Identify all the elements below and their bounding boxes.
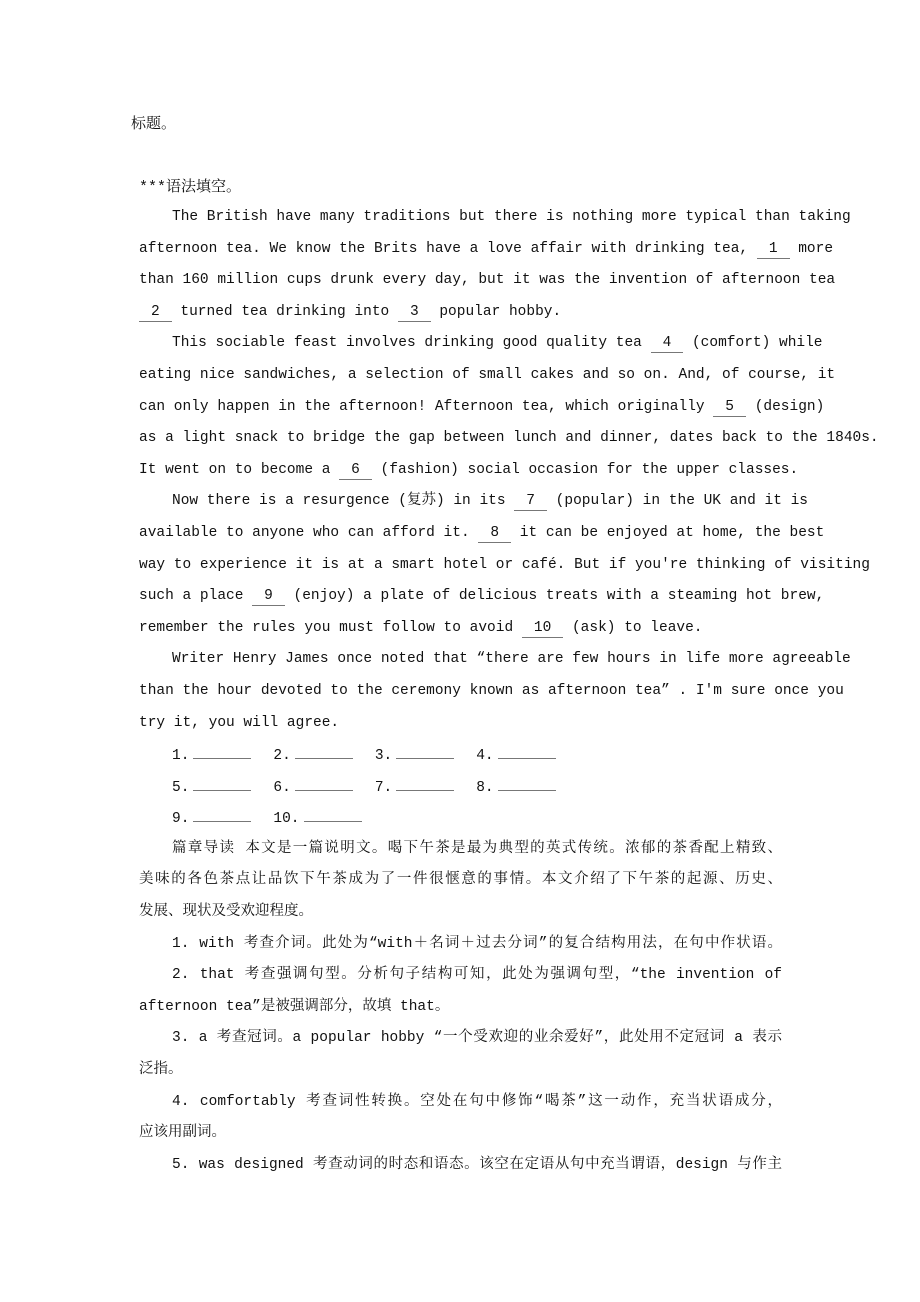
text-run: 泛指。 [139,1062,183,1079]
text-run: Now there is a resurgence (复苏) in its [172,493,515,510]
text-run: The British have many traditions but there is nothing more typical than taking [172,209,851,225]
blank-4: 4 [651,334,684,353]
passage-line [139,521,825,553]
answer-blank [476,774,555,800]
blank-8: 8 [478,524,511,543]
text-run: 3. a 考查冠词。a popular hobby “一个受欢迎的业余爱好”，此处用不定冠词 a 表示 [172,1030,782,1047]
answer-number: 9. [172,811,190,828]
text-run: 发展、现状及受欢迎程度。 [139,904,313,921]
answer-underline [295,774,353,791]
text-run: 美味的各色茶点让品饮下午茶成为了一件很惬意的事情。本文介绍了下午茶的起源、历史、 [139,872,782,889]
text-run: 4. comfortably 考查词性转换。空处在句中修饰“喝茶”这一动作，充当状语成分， [172,1093,782,1110]
explanation-line [139,1090,782,1122]
answer-blank [172,742,251,768]
text-run: 应该用副词。 [139,1125,226,1142]
answer-underline [304,805,362,822]
text-run: remember the rules you must follow to avoid [139,619,522,636]
explanation-line [139,1153,782,1185]
text-run: (design) [746,398,825,415]
previous-title-tail: 标题。 [131,116,177,133]
blank-9: 9 [252,587,285,606]
text-run: popular hobby. [430,303,562,320]
answer-underline [498,742,556,759]
answer-number: 2. [273,748,291,765]
explanation-line [139,868,782,900]
blank-3: 3 [398,303,431,322]
answer-number: 5. [172,779,190,796]
answer-explanation [139,837,782,1185]
text-run: turned tea drinking into [171,303,398,320]
explanation-line [139,1058,782,1090]
blank-5: 5 [713,398,746,417]
text-run: It went on to become a [139,461,340,478]
text-run: afternoon tea”是被强调部分，故填 that。 [139,998,450,1015]
blank-1: 1 [757,240,790,259]
text-run: 1. with 考查介词。此处为“with＋名词＋过去分词”的复合结构用法，在句中作状语。 [172,935,782,952]
passage-line [139,363,836,395]
text-run: (fashion) social occasion for the upper classes. [371,461,799,478]
passage-line [139,679,844,711]
text-run: 篇章导读 本文是一篇说明文。喝下午茶是最为典型的英式传统。浓郁的茶香配上精致、 [172,840,782,857]
text-run: way to experience it is at a smart hotel or café. But if you're thinking of visiting [139,556,870,573]
answer-blank [273,805,361,831]
explanation-line [139,1026,782,1058]
passage-line [139,711,782,743]
answer-blank [273,742,352,768]
text-run: (comfort) while [683,335,823,352]
answer-underline [193,774,251,791]
text-run: 2. that 考查强调句型。分析句子结构可知，此处为强调句型，“the invention of [172,967,782,984]
document-body [139,205,879,1184]
answer-row [139,774,782,806]
explanation-line [139,995,782,1027]
passage-line [139,300,782,332]
passage-line [139,647,851,679]
explanation-line [139,1121,782,1153]
answer-underline [193,742,251,759]
passage-line [139,553,870,585]
passage-line [139,616,782,648]
answer-number: 8. [476,779,494,796]
passage-line [139,268,836,300]
text-run: 5. was designed 考查动词的时态和语态。该空在定语从句中充当谓语，design 与作主 [172,1156,782,1173]
text-run: Writer Henry James once noted that “there are few hours in life more agreeable [172,651,851,668]
cloze-passage [139,205,879,742]
answer-number: 6. [273,779,291,796]
text-run: such a place [139,588,253,605]
answer-number: 1. [172,748,190,765]
text-run: (popular) in the UK and it is [546,493,809,510]
answer-underline [498,774,556,791]
text-run: afternoon tea. We know the Brits have a love affair with drinking tea, [139,240,757,257]
answer-blank [172,805,251,831]
answer-row [139,805,782,837]
text-run: more [789,240,834,257]
blank-2: 2 [139,303,172,322]
text-run: it can be enjoyed at home, the best [511,524,825,541]
answer-underline [396,774,454,791]
answer-number: 10. [273,811,300,828]
blank-7: 7 [514,492,547,511]
text-run: can only happen in the afternoon! Afternoon tea, which originally [139,398,714,415]
answer-blank [375,742,454,768]
explanation-line [139,837,782,869]
answer-sheet [139,742,782,837]
passage-line [139,205,851,237]
text-run: (enjoy) a plate of delicious treats with a steaming hot brew, [284,588,825,605]
explanation-line [139,900,782,932]
blank-6: 6 [339,461,372,480]
answer-underline [396,742,454,759]
explanation-line [139,963,782,995]
text-run: as a light snack to bridge the gap between lunch and dinner, dates back to the 1840s. [139,430,879,447]
text-run: than the hour devoted to the ceremony known as afternoon tea” . I'm sure once you [139,682,844,699]
answer-number: 3. [374,748,393,765]
answer-blank [476,742,555,768]
passage-line [139,584,825,616]
text-run: available to anyone who can afford it. [139,524,479,541]
explanation-line [139,932,782,964]
answer-underline [295,742,353,759]
passage-line [139,237,834,269]
passage-line [139,395,825,427]
text-run: try it, you will agree. [139,714,340,731]
section-title: ***语法填空。 [139,179,242,196]
answer-blank [273,774,352,800]
passage-line [139,426,879,458]
answer-blank [172,774,251,800]
answer-blank [375,774,454,800]
blank-10: 10 [522,619,563,638]
passage-line [139,489,809,521]
answer-underline [193,805,251,822]
passage-line [139,331,823,363]
answer-number: 7. [374,779,393,796]
text-run: than 160 million cups drunk every day, but it was the invention of afternoon tea [139,272,836,289]
text-run: (ask) to leave. [563,619,703,636]
passage-line [139,458,799,490]
answer-number: 4. [476,748,494,765]
text-run: eating nice sandwiches, a selection of small cakes and so on. And, of course, it [139,366,836,383]
text-run: This sociable feast involves drinking good quality tea [172,335,651,352]
answer-row [139,742,782,774]
